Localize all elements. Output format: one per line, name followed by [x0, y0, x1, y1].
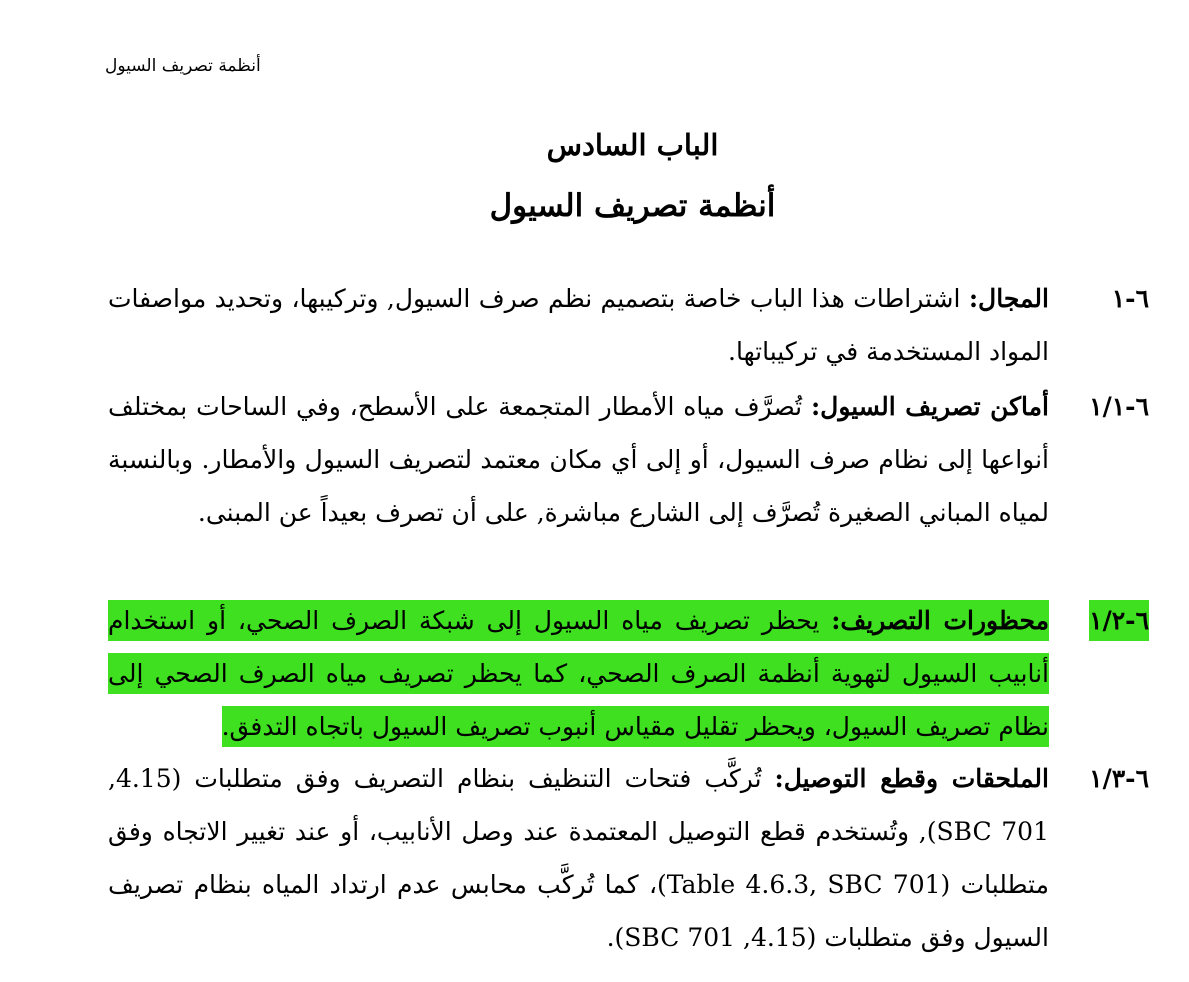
section-term: محظورات التصريف:	[831, 606, 1049, 635]
section-text: يحظر تصريف مياه السيول إلى شبكة الصرف الصحي، أو استخدام أنابيب السيول لتهوية أنظمة الصرف الصحي، كما يحظر تصريف مياه الصرف الصحي إلى نظام تصريف السيول، ويحظر تقليل مقياس أنبوب تصريف السيول باتجاه التدفق.	[108, 606, 1049, 741]
section-term: الملحقات وقطع التوصيل:	[774, 764, 1049, 793]
section-text: تُركَّب فتحات التنظيف بنظام التصريف وفق متطلبات (4.15, SBC 701), وتُستخدم قطع التوصيل المعتمدة عند وصل الأنابيب، أو عند تغيير الاتجاه وفق متطلبات (Table 4.6.3, SBC 701)، كما تُركَّب محابس عدم ارتداد المياه بنظام تصريف السيول وفق متطلبات (4.15, SBC 701).	[108, 764, 1049, 952]
section-body	[108, 272, 1049, 378]
section-term: المجال:	[968, 284, 1049, 313]
section-scope	[108, 272, 1149, 378]
highlight-span	[108, 600, 1049, 747]
section-drainage-prohibitions	[108, 594, 1149, 753]
section-number: ٦-١/١	[1089, 392, 1149, 421]
running-header: أنظمة تصريف السيول	[105, 56, 261, 76]
section-fittings	[108, 752, 1149, 964]
section-body	[108, 380, 1049, 539]
section-text: تُصرَّف مياه الأمطار المتجمعة على الأسطح، وفي الساحات بمختلف أنواعها إلى نظام صرف السيول، أو إلى أي مكان معتمد لتصريف السيول والأمطار. وبالنسبة لمياه المباني الصغيرة تُصرَّف إلى الشارع مباشرة, على أن تصرف بعيداً عن المبنى.	[108, 392, 1049, 527]
section-number	[1089, 594, 1149, 647]
section-drainage-locations	[108, 380, 1149, 539]
chapter-subtitle: أنظمة تصريف السيول	[489, 188, 776, 224]
section-number: ٦-١/٣	[1089, 764, 1149, 793]
section-term: أماكن تصريف السيول:	[810, 392, 1049, 421]
section-number: ٦-١	[1111, 284, 1149, 313]
section-body	[108, 594, 1049, 753]
section-number-text: ٦-١/٢	[1089, 600, 1149, 641]
chapter-title: الباب السادس	[546, 128, 719, 162]
section-text: اشتراطات هذا الباب خاصة بتصميم نظم صرف السيول, وتركيبها، وتحديد مواصفات المواد المستخدمة في تركيباتها.	[108, 284, 1049, 366]
section-body	[108, 752, 1049, 964]
